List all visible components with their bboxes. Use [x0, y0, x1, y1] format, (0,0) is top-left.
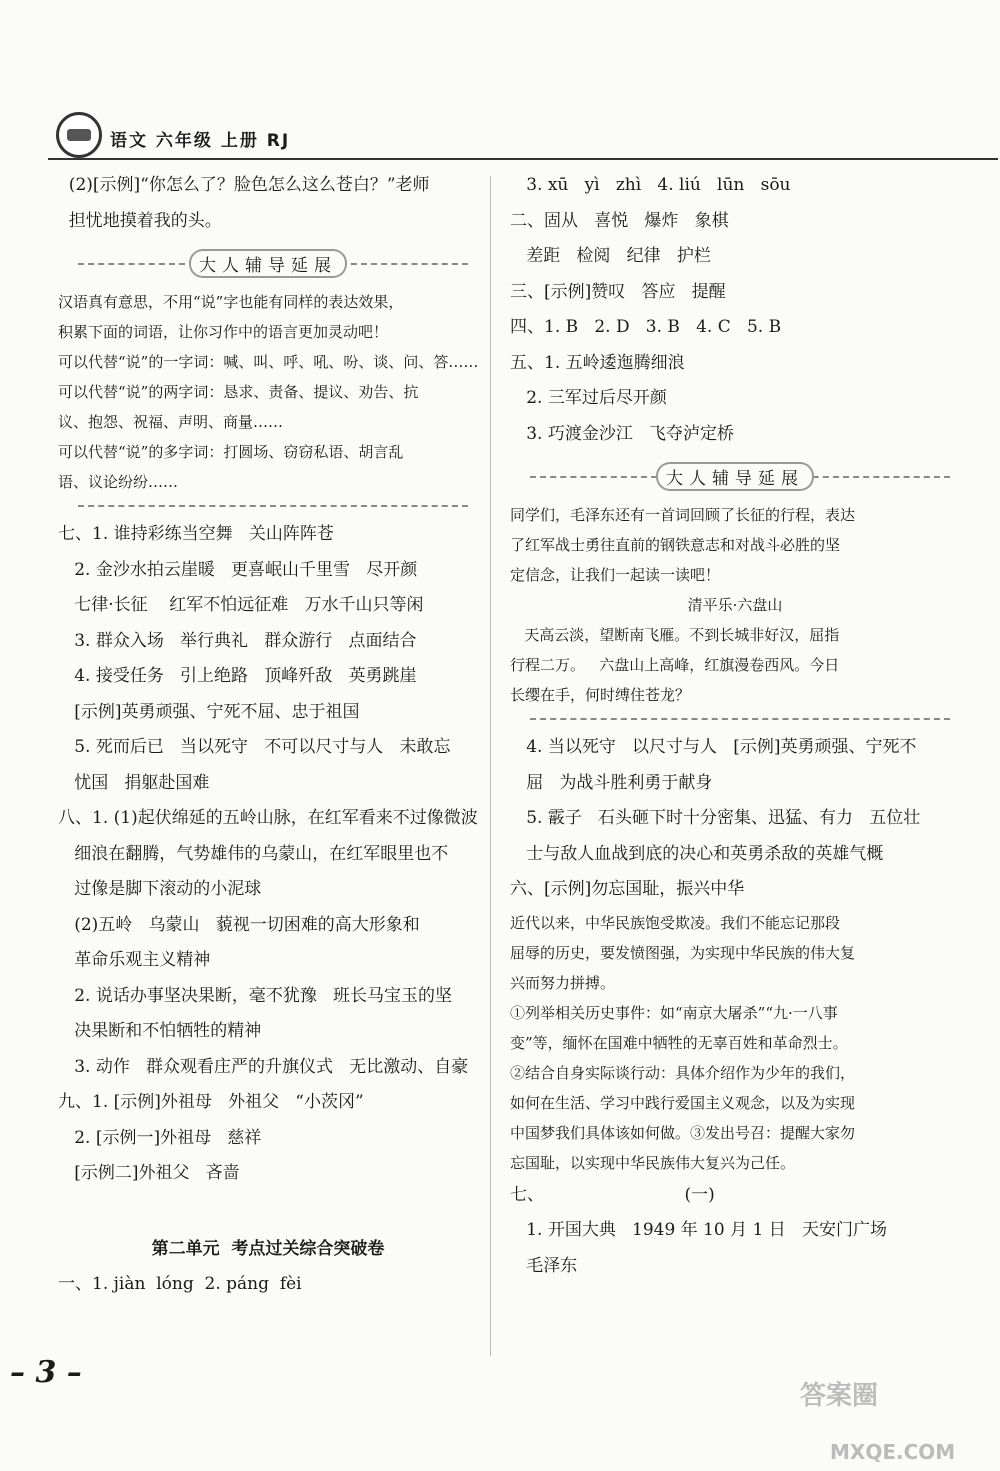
- answer-line: 五、1. 五岭逶迤腾细浪: [510, 352, 685, 373]
- answer-line: 一、1. jiàn lóng 2. páng fèi: [58, 1274, 302, 1294]
- answer-line: 二、固从 喜悦 爆炸 象棋: [510, 210, 729, 231]
- poem-line: 长缨在手，何时缚住苍龙？: [510, 686, 691, 704]
- header-title: 语文 六年级 上册 RJ: [110, 131, 291, 151]
- answer-line: 5. 死而后已 当以死守 不可以尺寸与人 未敢忘: [58, 737, 451, 757]
- left-column: [58, 168, 478, 1303]
- ext-line: 积累下面的词语，让你习作中的语言更加灵动吧！: [58, 323, 389, 341]
- answer-line: 三、[示例]赞叹 答应 提醒: [510, 281, 726, 302]
- text-line: 担忧地摸着我的头。: [58, 210, 222, 231]
- answer-line: 士与敌人血战到底的决心和英勇杀敌的英雄气概: [510, 843, 884, 864]
- answer-line: 革命乐观主义精神: [58, 950, 211, 970]
- extension-title: 大人辅导延展: [189, 249, 347, 278]
- extension-end-rule: [530, 718, 950, 720]
- answer-line: 2. 金沙水拍云崖暖 更喜岷山千里雪 尽开颜: [58, 559, 418, 580]
- header-rule: [48, 158, 998, 160]
- unit-title: 第二单元 考点过关综合突破卷: [151, 1238, 385, 1259]
- answer-line: 七、 (一): [510, 1184, 715, 1205]
- answer-line: 2. [示例一]外祖母 慈祥: [58, 1127, 262, 1148]
- essay-line: ①列举相关历史事件：如“南京大屠杀”“九·一八事: [510, 1003, 838, 1022]
- answer-line: 5. 霰子 石头砸下时十分密集、迅猛、有力 五位壮: [510, 808, 921, 828]
- answer-line: 4. 接受任务 引上绝路 顶峰歼敌 英勇跳崖: [58, 666, 417, 686]
- answer-line: 七律·长征 红军不怕远征难 万水千山只等闲: [58, 595, 424, 615]
- essay-line: 近代以来，中华民族饱受欺凌。我们不能忘记那段: [510, 913, 841, 932]
- answer-line: [示例]英勇顽强、宁死不屈、忠于祖国: [58, 701, 360, 722]
- ext-line: 可以代替“说”的一字词：喊、叫、呼、吼、吩、谈、问、答……: [58, 353, 479, 371]
- text-line: (2)[示例]“你怎么了？脸色怎么这么苍白？”老师: [58, 175, 430, 195]
- answer-line: (2)五岭 乌蒙山 藐视一切困难的高大形象和: [58, 914, 420, 935]
- answer-line: 细浪在翻腾，气势雄伟的乌蒙山，在红军眼里也不: [58, 843, 449, 864]
- watermark-url: MXQE.COM: [830, 1440, 956, 1464]
- answer-line: 2. 说话办事坚决果断，毫不犹豫 班长马宝玉的坚: [58, 985, 453, 1006]
- ext-line: 汉语真有意思，不用“说”字也能有同样的表达效果，: [58, 293, 404, 311]
- answer-line: 1. 开国大典 1949 年 10 月 1 日 天安门广场: [510, 1220, 887, 1240]
- ext-line: 定信念，让我们一起读一读吧！: [510, 566, 721, 584]
- extension-title: 大人辅导延展: [656, 462, 814, 491]
- answer-line: 四、1. B 2. D 3. B 4. C 5. B: [510, 317, 782, 337]
- ext-line: 可以代替“说”的多字词：打圆场、窃窃私语、胡言乱: [58, 443, 404, 461]
- poem-line: 行程二万。 六盘山上高峰，红旗漫卷西风。今日: [510, 656, 840, 674]
- ext-line: 议、抱怨、祝福、声明、商量……: [58, 413, 284, 431]
- poem-title: 清平乐·六盘山: [687, 596, 783, 614]
- answer-line: 4. 当以死守 以尺寸与人 [示例]英勇顽强、宁死不: [510, 737, 917, 757]
- essay-line: 屈辱的历史，要发愤图强，为实现中华民族的伟大复: [510, 943, 856, 962]
- column-divider: [490, 176, 491, 1356]
- page-header: [48, 112, 998, 162]
- page-number: – 3 –: [10, 1355, 82, 1390]
- answer-line: 2. 三军过后尽开颜: [510, 388, 667, 408]
- essay-line: 如何在生活、学习中践行爱国主义观念，以及为实现: [510, 1093, 856, 1112]
- answer-line: 屈 为战斗胜利勇于献身: [510, 772, 713, 793]
- extension-header: [58, 243, 478, 283]
- answer-line: 3. 巧渡金沙江 飞夺泸定桥: [510, 423, 735, 444]
- extension-end-rule: [78, 505, 468, 507]
- extension-header: [510, 456, 960, 496]
- ext-line: 可以代替“说”的两字词：恳求、责备、提议、劝告、抗: [58, 383, 419, 401]
- answer-line: 3. 群众入场 举行典礼 群众游行 点面结合: [58, 630, 417, 651]
- essay-line: 兴而努力拼搏。: [510, 973, 616, 992]
- watermark: 答案圈: [800, 1381, 879, 1411]
- ext-line: 了红军战士勇往直前的钢铁意志和对战斗必胜的坚: [510, 536, 841, 554]
- answer-line: 决果断和不怕牺牲的精神: [58, 1021, 262, 1041]
- essay-line: 忘国耻，以实现中华民族伟大复兴为己任。: [510, 1153, 796, 1172]
- answer-line: 忧国 捐躯赴国难: [58, 772, 210, 793]
- answer-line: 六、[示例]勿忘国耻，振兴中华: [510, 879, 745, 899]
- answer-line: 3. 动作 群众观看庄严的升旗仪式 无比激动、自豪: [58, 1056, 469, 1077]
- answer-line: 七、1. 谁持彩练当空舞 关山阵阵苍: [58, 524, 334, 544]
- essay-line: ②结合自身实际谈行动：具体介绍作为少年的我们，: [510, 1063, 856, 1082]
- answer-line: 3. xū yì zhì 4. liú lūn sōu: [510, 175, 791, 195]
- answer-line: 八、1. (1)起伏绵延的五岭山脉，在红军看来不过像微波: [58, 808, 478, 828]
- ext-line: 同学们，毛泽东还有一首词回顾了长征的行程，表达: [510, 506, 856, 524]
- essay-line: 变”等，缅怀在国难中牺牲的无辜百姓和革命烈士。: [510, 1033, 848, 1052]
- right-column: [510, 168, 960, 1284]
- answer-line: [示例二]外祖父 吝啬: [58, 1163, 240, 1183]
- ext-line: 语、议论纷纷……: [58, 473, 179, 491]
- logo-icon: [56, 112, 102, 158]
- poem-line: 天高云淡，望断南飞雁。不到长城非好汉，屈指: [510, 626, 840, 644]
- answer-line: 过像是脚下滚动的小泥球: [58, 879, 262, 899]
- essay-line: 中国梦我们具体该如何做。③发出号召：提醒大家勿: [510, 1123, 856, 1142]
- answer-line: 差距 检阅 纪律 护栏: [510, 246, 711, 266]
- answer-line: 九、1. [示例]外祖母 外祖父 “小茨冈”: [58, 1092, 364, 1112]
- answer-line: 毛泽东: [510, 1255, 578, 1276]
